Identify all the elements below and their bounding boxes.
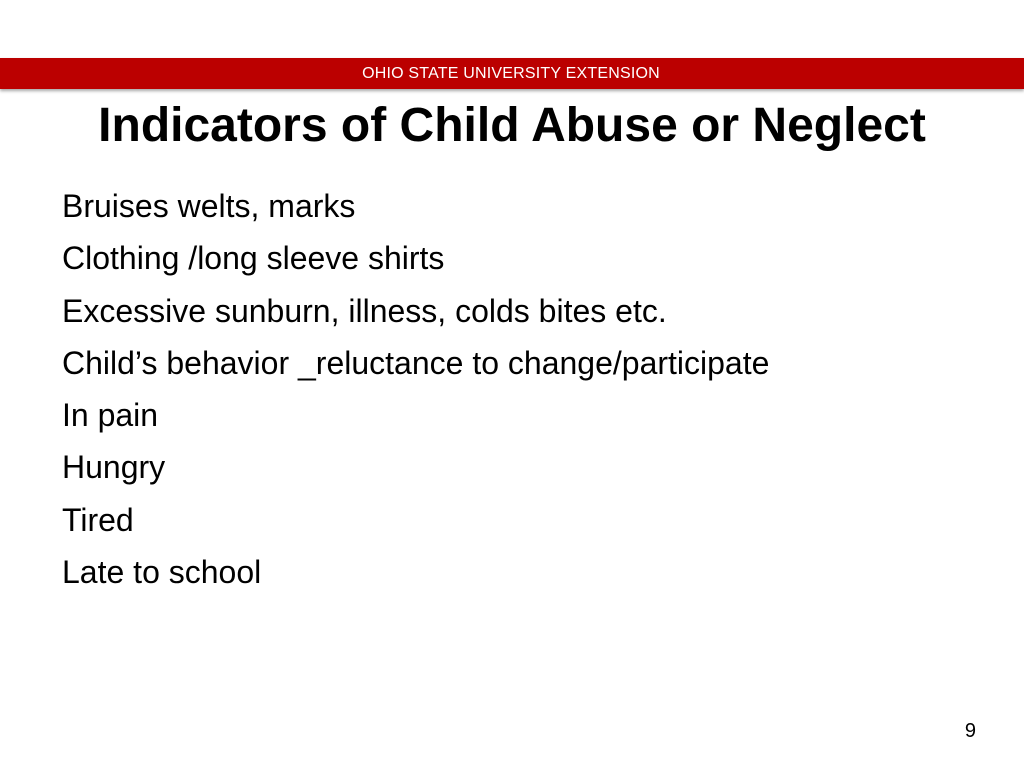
bullet-item: Hungry [62, 449, 166, 486]
bullet-list [62, 180, 769, 598]
banner-label: OHIO STATE UNIVERSITY EXTENSION [362, 64, 660, 82]
bullet-item: Child’s behavior _reluctance to change/participate [62, 344, 770, 381]
page-number: 9 [964, 720, 976, 742]
bullet-item: Clothing /long sleeve shirts [62, 240, 445, 277]
bullet-item: Tired [62, 501, 134, 538]
bullet-item: Bruises welts, marks [62, 188, 356, 224]
bullet-item: Late to school [62, 554, 262, 591]
slide-title: Indicators of Child Abuse or Neglect [98, 99, 926, 152]
header-banner [0, 58, 1024, 89]
bullet-item: Excessive sunburn, illness, colds bites etc. [62, 292, 667, 329]
bullet-item: In pain [62, 397, 159, 434]
